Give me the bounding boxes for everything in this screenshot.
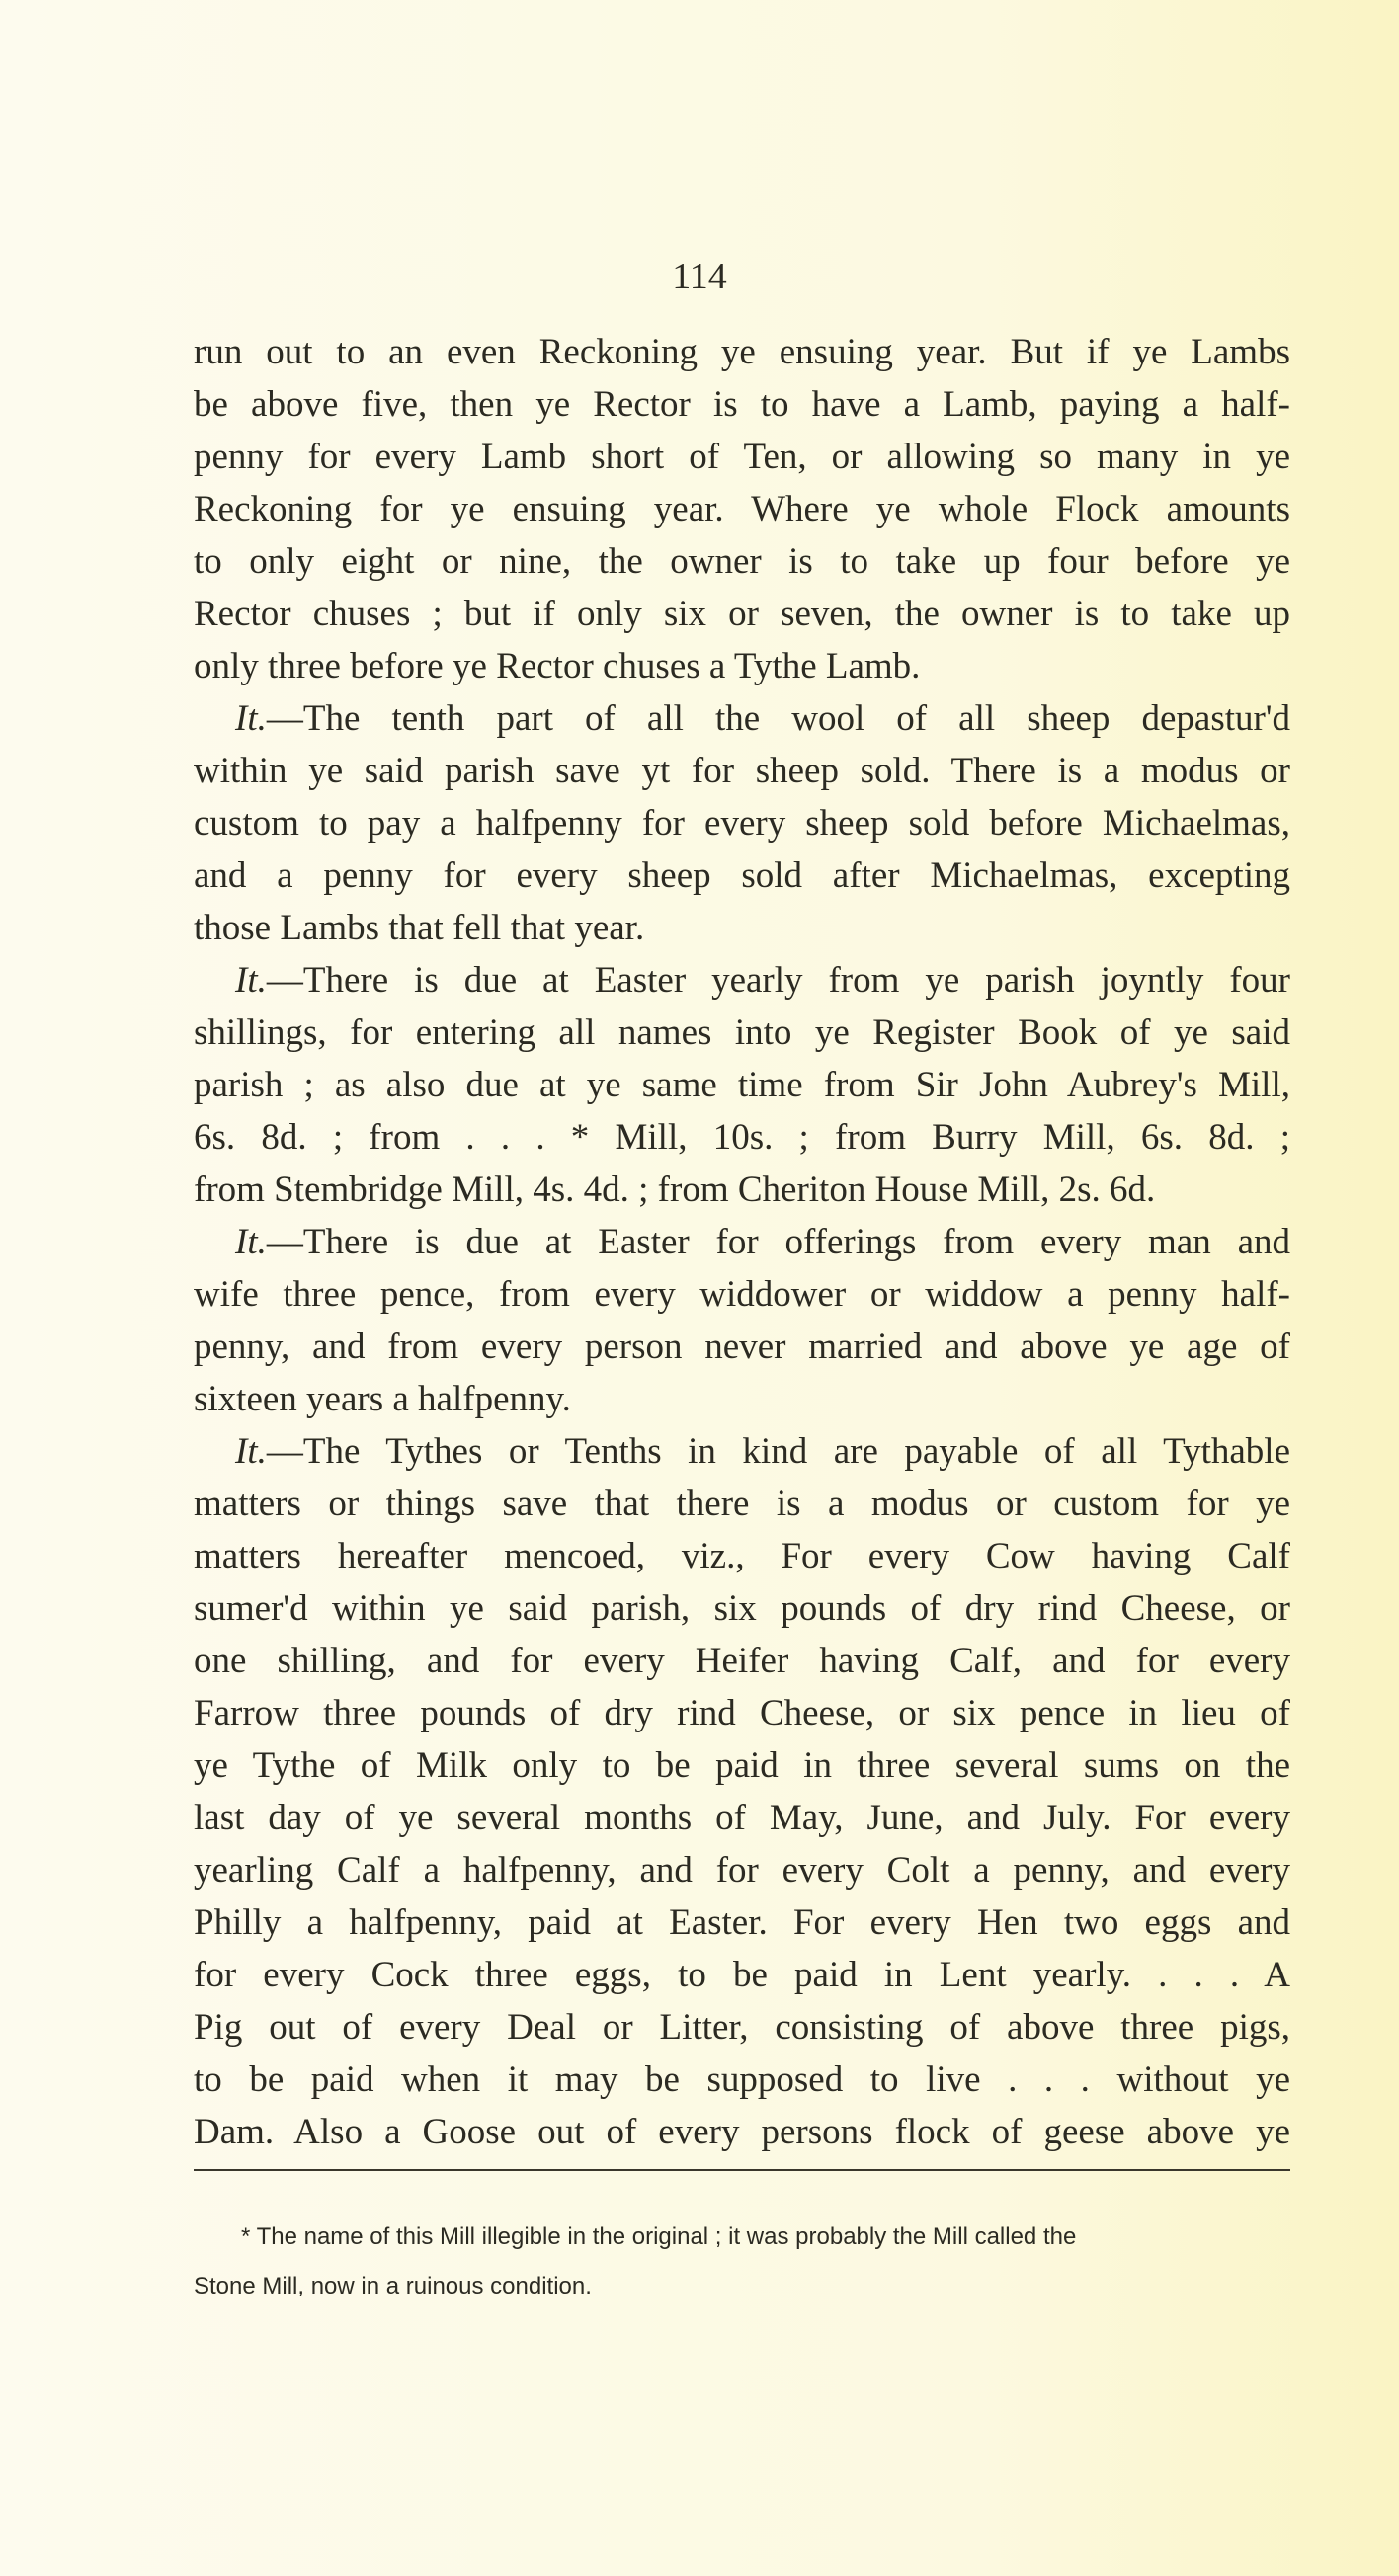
text-line: sixteen years a halfpenny. (194, 1379, 571, 1419)
text-line: It.—The Tythes or Tenths in kind are payable of all Tythable (235, 1431, 1290, 1472)
text-line: ye Tythe of Milk only to be paid in three several sums on the (194, 1745, 1290, 1786)
text-line: custom to pay a halfpenny for every sheep sold before Michaelmas, (194, 803, 1290, 844)
text-line: Dam. Also a Goose out of every persons flock of geese above ye (194, 2112, 1290, 2152)
text-line: matters hereafter mencoed, viz., For every Cow having Calf (194, 1536, 1290, 1576)
text-line: be above five, then ye Rector is to have a Lamb, paying a half- (194, 384, 1290, 425)
footnote-divider (194, 2169, 1290, 2171)
text-line: only three before ye Rector chuses a Tythe Lamb. (194, 646, 921, 686)
text-line: sumer'd within ye said parish, six pounds of dry rind Cheese, or (194, 1588, 1290, 1629)
text-line: parish ; as also due at ye same time from Sir John Aubrey's Mill, (194, 1065, 1290, 1105)
text-line: Pig out of every Deal or Litter, consisting of above three pigs, (194, 2007, 1290, 2048)
text-line: penny, and from every person never married and above ye age of (194, 1327, 1290, 1367)
text-line: It.—There is due at Easter for offerings from every man and (235, 1222, 1290, 1262)
text-line: Farrow three pounds of dry rind Cheese, or six pence in lieu of (194, 1693, 1290, 1733)
text-line: run out to an even Reckoning ye ensuing year. But if ye Lambs (194, 332, 1290, 372)
text-line: Reckoning for ye ensuing year. Where ye whole Flock amounts (194, 489, 1290, 529)
text-line: to be paid when it may be supposed to live . . . without ye (194, 2059, 1290, 2100)
text-line: within ye said parish save yt for sheep sold. There is a modus or (194, 751, 1290, 791)
text-line: from Stembridge Mill, 4s. 4d. ; from Cheriton House Mill, 2s. 6d. (194, 1169, 1156, 1210)
footnote (194, 2213, 1290, 2311)
text-line: 6s. 8d. ; from . . . * Mill, 10s. ; from Burry Mill, 6s. 8d. ; (194, 1117, 1290, 1158)
text-line: to only eight or nine, the owner is to take up four before ye (194, 541, 1290, 582)
text-line: yearling Calf a halfpenny, and for every Colt a penny, and every (194, 1850, 1290, 1891)
text-line: one shilling, and for every Heifer having Calf, and for every (194, 1641, 1290, 1681)
text-line: and a penny for every sheep sold after Michaelmas, excepting (194, 855, 1290, 896)
text-line: for every Cock three eggs, to be paid in Lent yearly. . . . A (194, 1955, 1290, 1995)
text-line: wife three pence, from every widdower or widdow a penny half- (194, 1274, 1290, 1315)
footnote-line: * The name of this Mill illegible in the original ; it was probably the Mill called the (241, 2223, 1077, 2250)
text-line: matters or things save that there is a modus or custom for ye (194, 1484, 1290, 1524)
text-line: It.—The tenth part of all the wool of all sheep depastur'd (235, 698, 1290, 739)
page-number: 114 (672, 256, 727, 297)
footnote-line: Stone Mill, now in a ruinous condition. (194, 2273, 592, 2299)
text-line: Philly a halfpenny, paid at Easter. For every Hen two eggs and (194, 1902, 1290, 1943)
text-line: Rector chuses ; but if only six or seven, the owner is to take up (194, 594, 1290, 634)
text-line: shillings, for entering all names into ye Register Book of ye said (194, 1012, 1290, 1053)
text-line: last day of ye several months of May, June, and July. For every (194, 1798, 1290, 1838)
text-line: those Lambs that fell that year. (194, 908, 645, 948)
text-line: It.—There is due at Easter yearly from ye parish joyntly four (235, 960, 1290, 1001)
text-line: penny for every Lamb short of Ten, or allowing so many in ye (194, 437, 1290, 477)
body-text (194, 326, 1290, 2158)
